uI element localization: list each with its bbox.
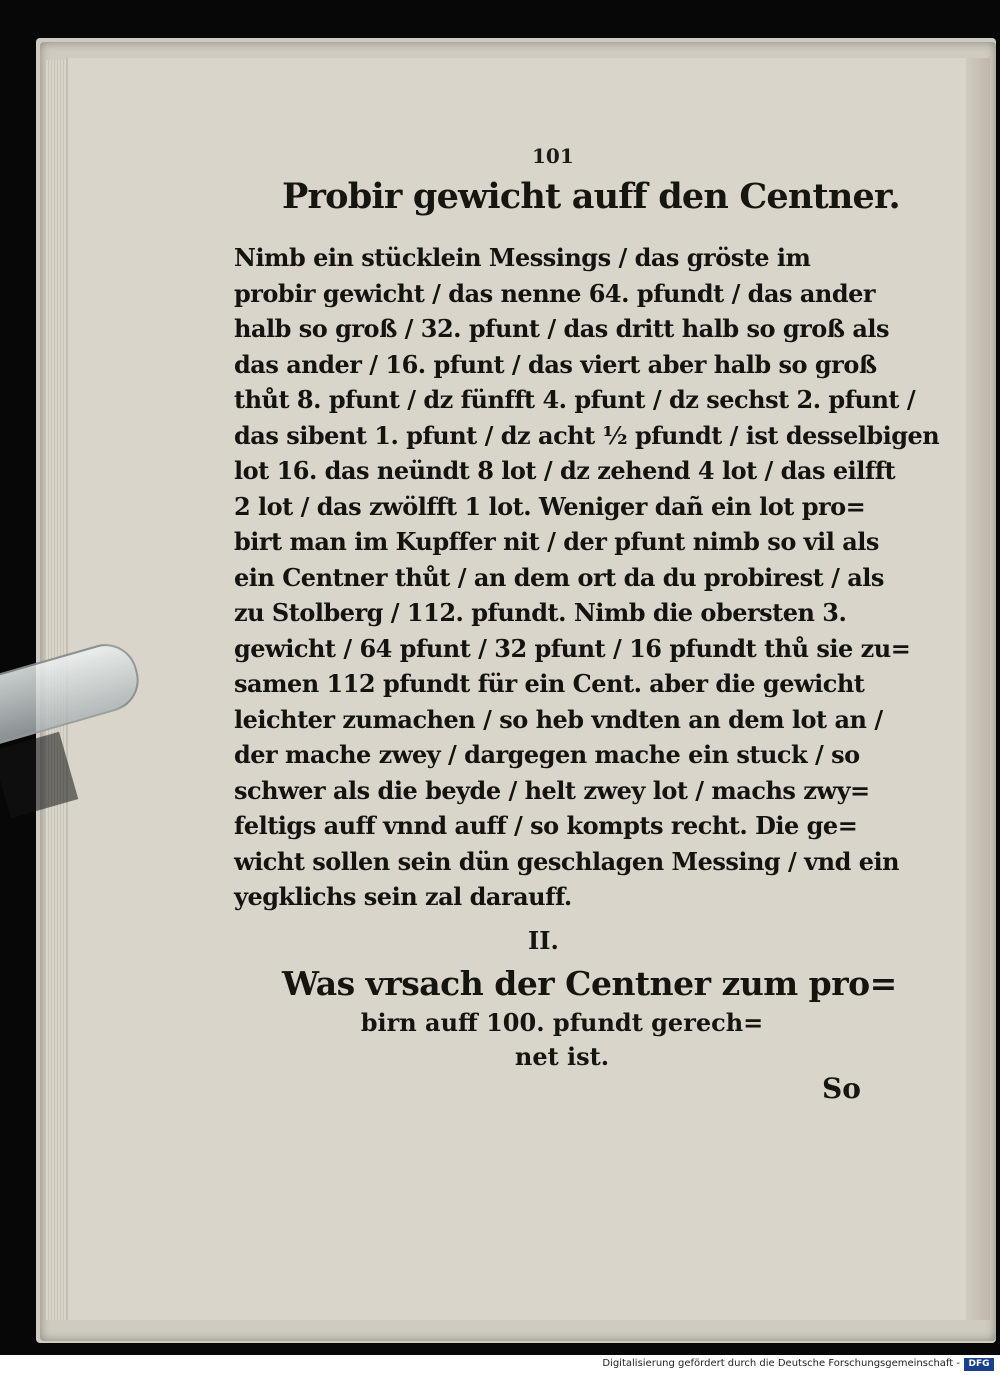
body-line: thůt 8. pfunt / dz fünfft 4. pfunt / dz sechst 2. pfunt /: [234, 385, 916, 414]
section-heading-line: Was vrsach der Centner zum pro=: [282, 964, 897, 1003]
page-number: 101: [532, 144, 574, 168]
body-text: [234, 240, 940, 915]
body-line: der mache zwey / dargegen mache ein stuck / so: [234, 740, 860, 769]
body-line: schwer als die beyde / helt zwey lot / machs zwy=: [234, 775, 870, 805]
dfg-logo: DFG: [964, 1358, 994, 1371]
body-line: lot 16. das neündt 8 lot / dz zehend 4 lot / das eilfft: [234, 456, 896, 485]
section-heading: [282, 962, 897, 1074]
body-line: 2 lot / das zwölfft 1 lot. Weniger dañ ein lot pro=: [234, 491, 866, 521]
section-heading-line: birn auff 100. pfundt gerech=: [360, 1008, 764, 1037]
body-line: feltigs auff vnnd auff / so kompts recht. Die ge=: [234, 811, 858, 840]
body-line: zu Stolberg / 112. pfundt. Nimb die obersten 3.: [234, 598, 847, 627]
footer-credit: Digitalisierung gefördert durch die Deutsche Forschungsgemeinschaft -: [602, 1358, 960, 1369]
body-line: birt man im Kupffer nit / der pfunt nimb so vil als: [234, 527, 879, 556]
catchword: So: [822, 1072, 861, 1105]
footer-bar: [0, 1355, 1000, 1375]
body-line: probir gewicht / das nenne 64. pfundt / das ander: [234, 278, 876, 308]
body-line: leichter zumachen / so heb vndten an dem lot an /: [234, 704, 883, 734]
body-line: yegklichs sein zal darauff.: [234, 882, 572, 911]
body-line: gewicht / 64 pfunt / 32 pfunt / 16 pfundt thů sie zu=: [234, 633, 911, 663]
body-line: das sibent 1. pfunt / dz acht ½ pfundt / ist desselbigen: [234, 420, 940, 450]
section-heading-line: net ist.: [514, 1042, 610, 1071]
body-line: ein Centner thůt / an dem ort da du probirest / als: [234, 562, 884, 592]
body-line: Nimb ein stücklein Messings / das gröste im: [234, 243, 811, 272]
body-line: wicht sollen sein dün geschlagen Messing / vnd ein: [234, 846, 900, 876]
page-title: Probir gewicht auff den Centner.: [282, 176, 900, 217]
body-line: halb so groß / 32. pfunt / das dritt halb so groß als: [234, 314, 890, 343]
body-line: samen 112 pfundt für ein Cent. aber die gewicht: [234, 669, 865, 698]
body-line: das ander / 16. pfunt / das viert aber halb so groß: [234, 349, 877, 379]
page-right-edge: [966, 58, 990, 1320]
section-number: II.: [528, 926, 559, 955]
